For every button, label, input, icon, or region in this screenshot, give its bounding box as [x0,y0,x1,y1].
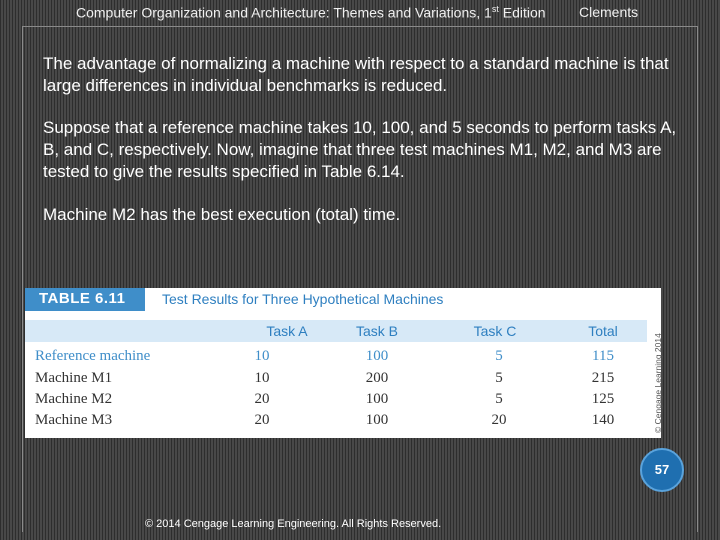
column-header-task-c: Task C [473,323,517,339]
table-cell: 200 [365,370,389,386]
table-title-bar [25,288,661,311]
row-label-reference-machine: Reference machine [35,348,151,364]
header-title-text: Computer Organization and Architecture: Themes and Variations, 1 [76,4,492,21]
table-cell: 20 [254,412,270,428]
row-label-machine-m2: Machine M2 [35,391,113,407]
table-cell: 10 [254,370,270,386]
paragraph-normalization: The advantage of normalizing a machine with respect to a standard machine is that large differences in individual benchmarks is reduced. [43,54,669,95]
row-label-machine-m1: Machine M1 [35,370,113,386]
column-header-task-a: Task A [266,323,308,339]
column-header-task-b: Task B [355,323,398,339]
table-cell: 115 [592,348,614,364]
column-header-total: Total [588,323,618,339]
table-cell: 140 [591,412,615,428]
slide-header-author: Clements [579,4,639,20]
table-cell: 10 [254,348,270,364]
table-column-header-band [25,320,647,342]
table-cell: 100 [365,391,389,407]
table-cell: 20 [254,391,270,407]
table-label: TABLE 6.11 [39,290,126,307]
table-caption: Test Results for Three Hypothetical Machines [162,291,444,307]
table-copyright-credit: © Cengage Learning 2014 [653,333,663,433]
table-cell: 100 [365,348,389,364]
table-cell: 100 [365,412,389,428]
header-title-edition: Edition [498,4,546,21]
table-cell: 5 [495,391,503,407]
slide-frame [22,26,698,532]
paragraph-reference-machine: Suppose that a reference machine takes 10, 100, and 5 seconds to perform tasks A, B, and C, respectively. Now, imagine that three test machines M1, M2, and M3 are tested to give the results specified in Table 6.14. [43,118,677,181]
table-cell: 5 [495,370,503,386]
paragraph-conclusion: Machine M2 has the best execution (total) time. [43,205,401,224]
table-cell: 215 [591,370,615,386]
table-cell: 5 [495,348,503,364]
page-number-badge: 57 [640,448,684,492]
table-cell: 125 [591,391,615,407]
slide-header-title [76,4,546,21]
footer-copyright: © 2014 Cengage Learning Engineering. All Rights Reserved. [145,518,442,530]
header-title-superscript: st [491,4,499,14]
table-image [25,288,661,438]
table-cell: 20 [491,412,507,428]
row-label-machine-m3: Machine M3 [35,412,113,428]
